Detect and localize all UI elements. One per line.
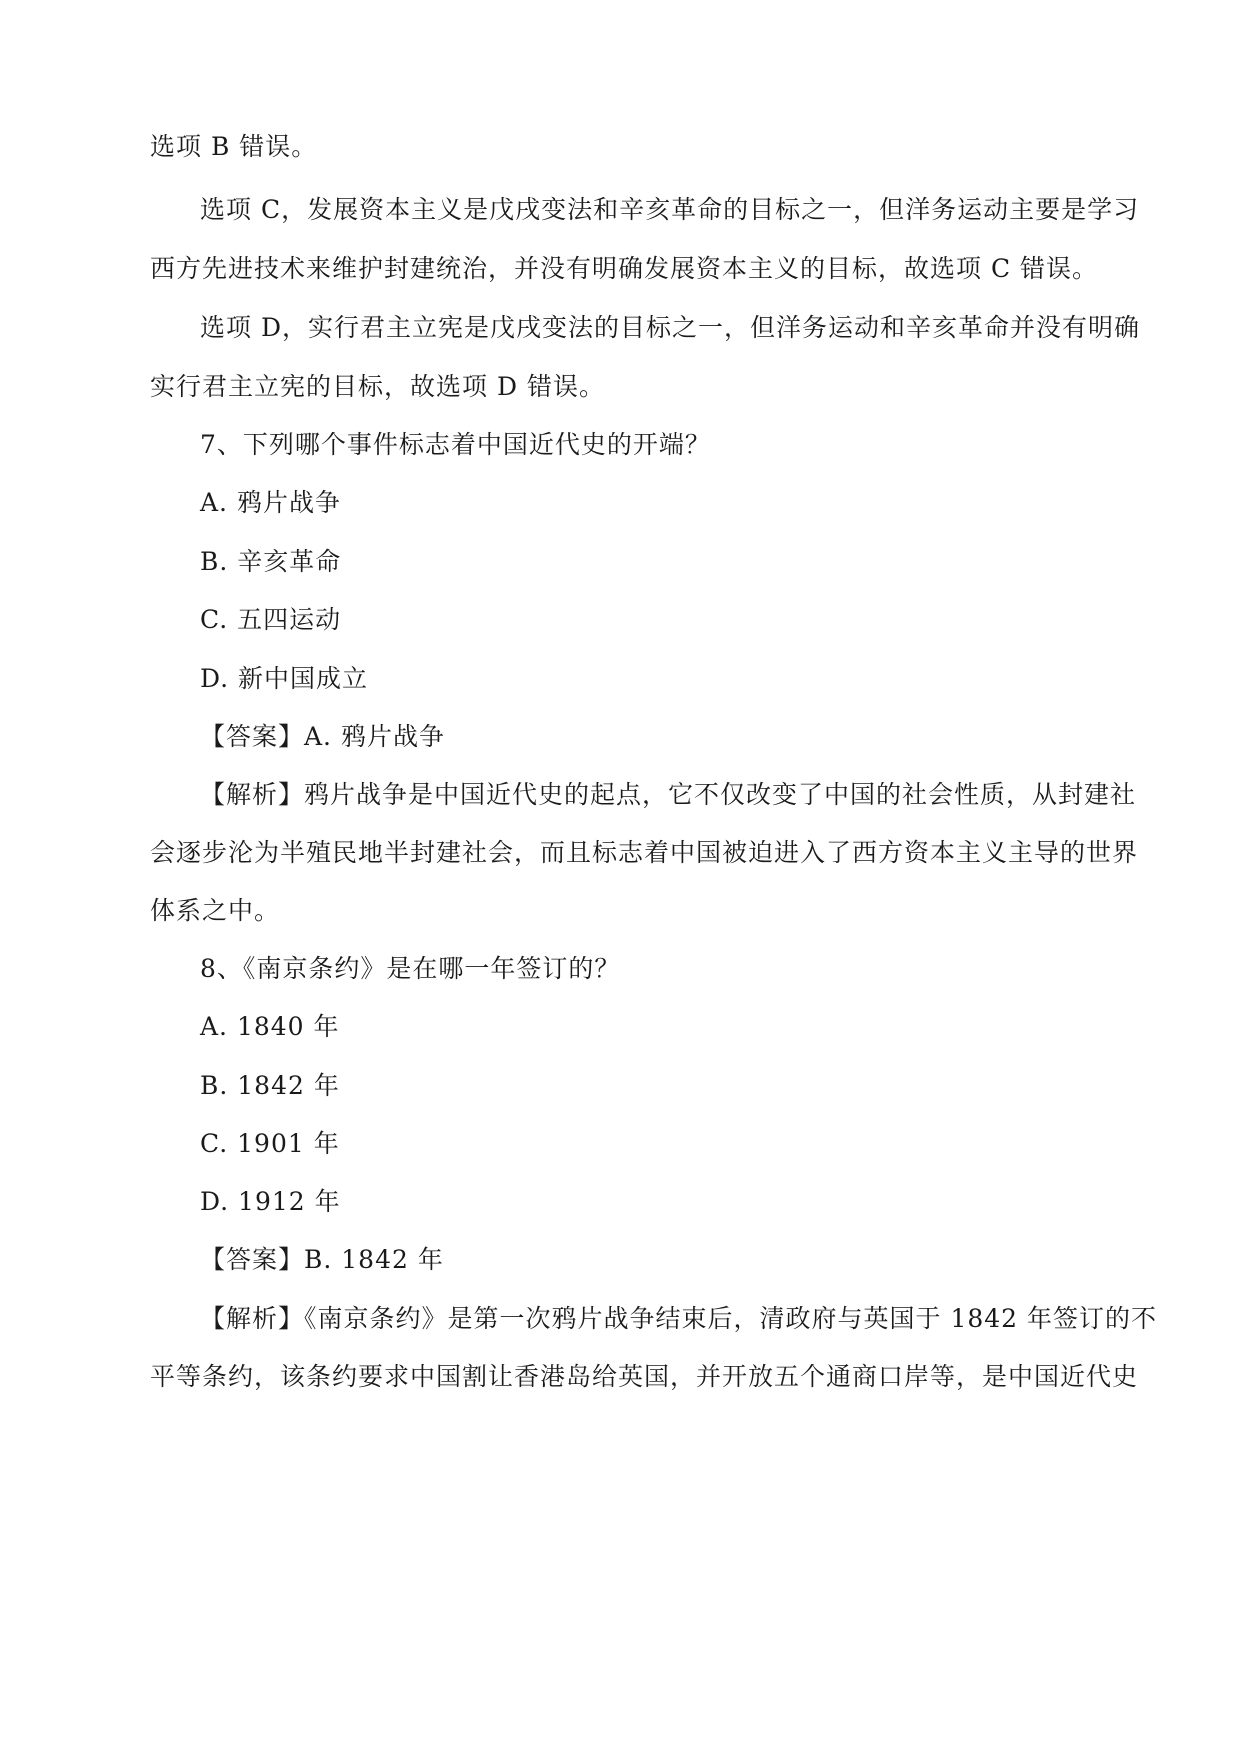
analysis-7: 【解析】鸦片战争是中国近代史的起点，它不仅改变了中国的社会性质，从封建社 [200, 780, 1137, 809]
option-a: A. 1840 年 [200, 1012, 340, 1041]
text-line: 选项 D，实行君主立宪是戊戌变法的目标之一，但洋务运动和辛亥革命并没有明确 [200, 313, 1140, 342]
option-c: C. 1901 年 [200, 1129, 340, 1158]
text-line: 平等条约，该条约要求中国割让香港岛给英国，并开放五个通商口岸等，是中国近代史 [150, 1362, 1139, 1391]
answer-8: 【答案】B. 1842 年 [200, 1245, 444, 1274]
analysis-8: 【解析】《南京条约》是第一次鸦片战争结束后，清政府与英国于 1842 年签订的不 [200, 1304, 1158, 1333]
option-b: B. 1842 年 [200, 1071, 340, 1100]
text-line: 选项 C，发展资本主义是戊戌变法和辛亥革命的目标之一，但洋务运动主要是学习 [200, 195, 1140, 224]
text-line: 实行君主立宪的目标，故选项 D 错误。 [150, 372, 605, 401]
option-d: D. 新中国成立 [200, 664, 369, 693]
option-d: D. 1912 年 [200, 1187, 341, 1216]
option-b: B. 辛亥革命 [200, 547, 342, 576]
answer-7: 【答案】A. 鸦片战争 [200, 722, 445, 751]
question-8: 8、《南京条约》是在哪一年签订的？ [200, 954, 621, 983]
option-a: A. 鸦片战争 [200, 488, 341, 517]
text-line: 选项 B 错误。 [150, 132, 318, 161]
option-c: C. 五四运动 [200, 605, 342, 634]
text-line: 西方先进技术来维护封建统治，并没有明确发展资本主义的目标，故选项 C 错误。 [150, 254, 1099, 283]
question-7: 7、下列哪个事件标志着中国近代史的开端？ [200, 430, 711, 459]
text-line: 体系之中。 [150, 896, 281, 925]
text-line: 会逐步沦为半殖民地半封建社会，而且标志着中国被迫进入了西方资本主义主导的世界 [150, 838, 1139, 867]
